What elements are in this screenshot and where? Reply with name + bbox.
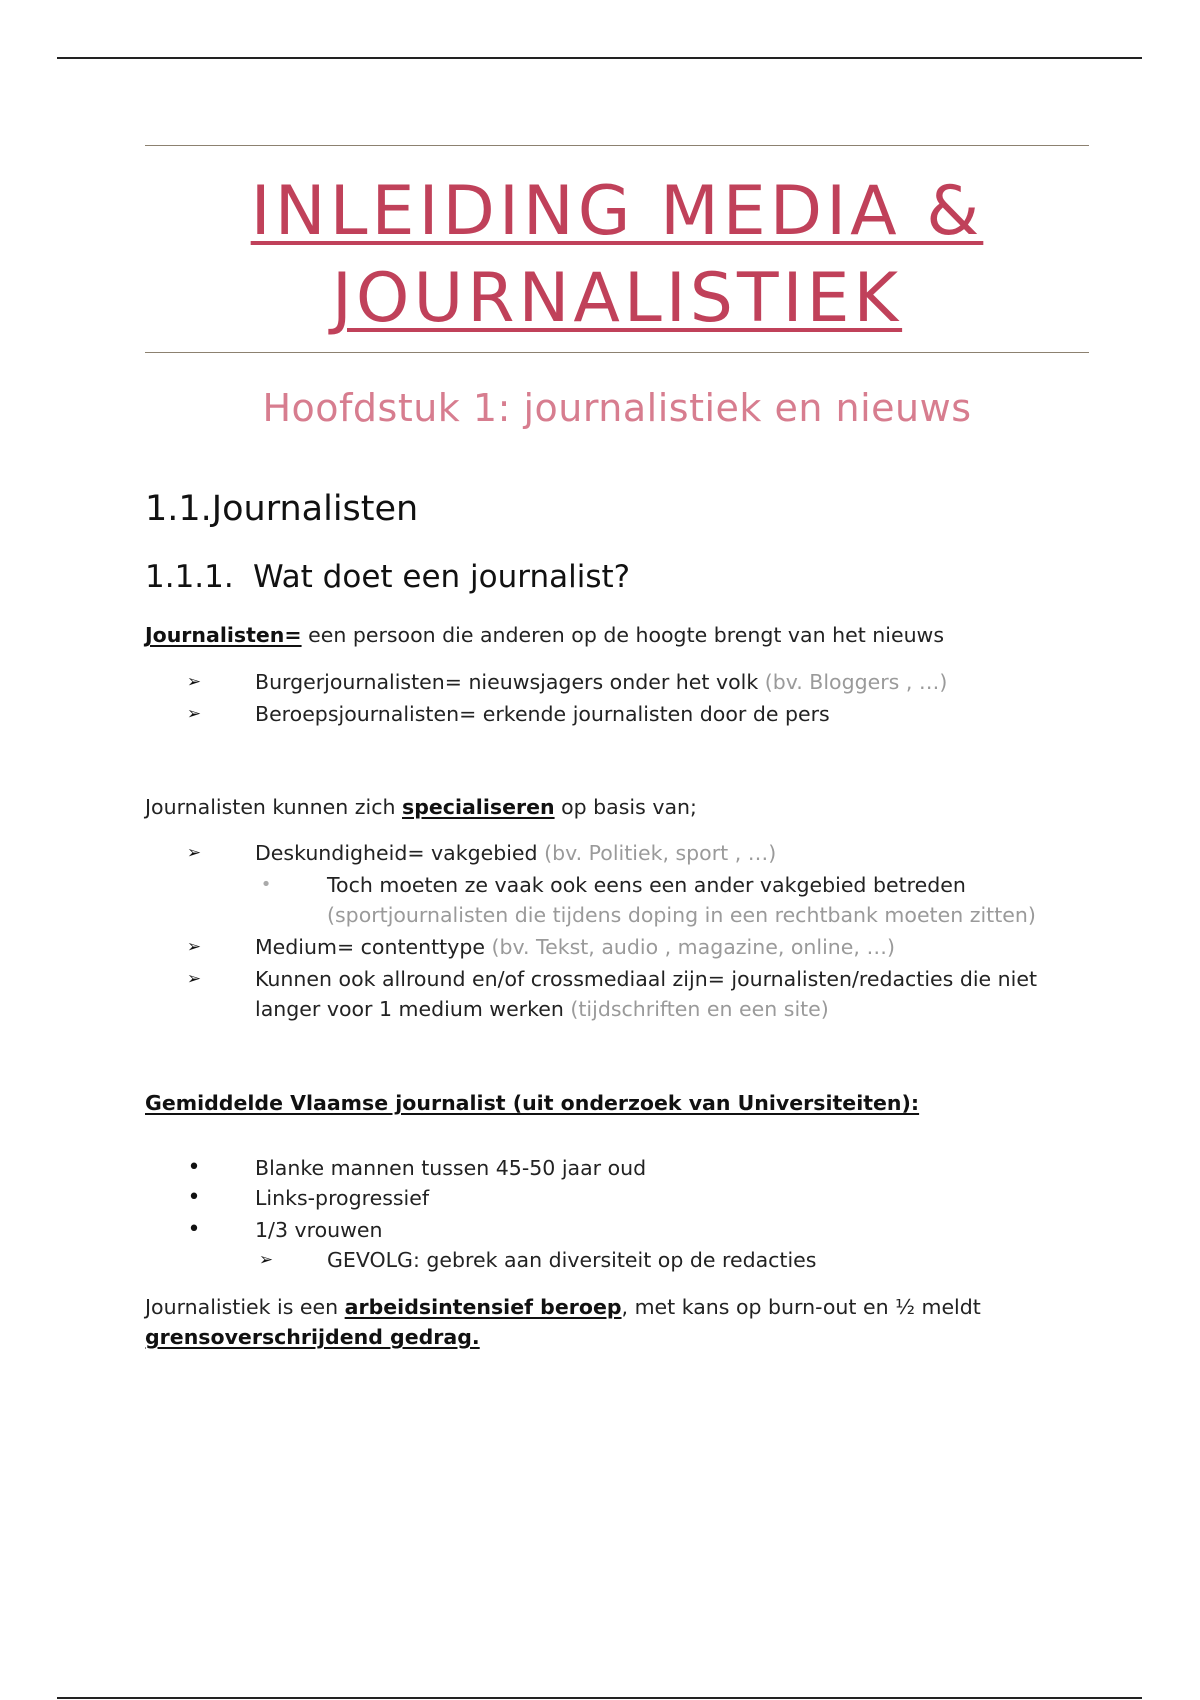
- closing-text-middle: , met kans op burn-out en ½ meldt: [621, 1295, 981, 1319]
- title-box: [145, 145, 1089, 353]
- average-heading: [145, 1088, 919, 1118]
- document-title: [145, 168, 1089, 342]
- list-item-text: Beroepsjournalisten= erkende journalisten door de pers: [255, 702, 830, 726]
- subsection-number: 1.1.1.: [145, 559, 234, 595]
- list-item-note: (bv. Tekst, audio , magazine, online, …): [491, 935, 895, 959]
- bullet-icon: •: [260, 874, 272, 895]
- arrow-bullet-icon: ➢: [186, 672, 202, 692]
- arrow-bullet-icon: ➢: [186, 937, 202, 957]
- page-bottom-rule: [57, 1697, 1142, 1699]
- definition-text: een persoon die anderen op de hoogte brengt van het nieuws: [301, 623, 945, 647]
- arrow-bullet-icon: ➢: [258, 1250, 274, 1270]
- list-item-text: Burgerjournalisten= nieuwsjagers onder het volk: [255, 670, 765, 694]
- bullet-icon: •: [187, 1185, 201, 1210]
- list-item-note: (tijdschriften en een site): [570, 997, 829, 1021]
- list-item-note: (bv. Politiek, sport , …): [544, 841, 777, 865]
- list-item-text: Blanke mannen tussen 45-50 jaar oud: [255, 1156, 647, 1180]
- sub-list-item-text: GEVOLG: gebrek aan diversiteit op de redacties: [327, 1248, 817, 1272]
- sub-list-item-note: (sportjournalisten die tijdens doping in een rechtbank moeten zitten): [327, 903, 1036, 927]
- closing-paragraph: [145, 1292, 981, 1352]
- average-heading-text: Gemiddelde Vlaamse journalist (uit onderzoek van Universiteiten):: [145, 1091, 920, 1115]
- list-item-text: 1/3 vrouwen: [255, 1218, 383, 1242]
- section-heading: 1.1.Journalisten: [145, 489, 419, 529]
- list-item-text: Deskundigheid= vakgebied: [255, 841, 545, 865]
- list-item-text: Medium= contenttype: [255, 935, 492, 959]
- definition-term: Journalisten=: [145, 623, 302, 647]
- sub-list-item-text: Toch moeten ze vaak ook eens een ander vakgebied betreden: [327, 873, 966, 897]
- specialise-text-before: Journalisten kunnen zich: [145, 795, 403, 819]
- subsection-title: Wat doet een journalist?: [253, 559, 631, 595]
- closing-keyword-2: grensoverschrijdend gedrag.: [145, 1325, 480, 1349]
- specialise-text-after: op basis van;: [554, 795, 697, 819]
- subsection-heading: [145, 559, 630, 595]
- arrow-bullet-icon: ➢: [186, 843, 202, 863]
- title-line-1: INLEIDING MEDIA &: [250, 172, 984, 251]
- list-item-text: Links-progressief: [255, 1186, 430, 1210]
- arrow-bullet-icon: ➢: [186, 969, 202, 989]
- arrow-bullet-icon: ➢: [186, 704, 202, 724]
- page-top-rule: [57, 57, 1142, 59]
- title-line-2: JOURNALISTIEK: [331, 259, 903, 338]
- closing-text-before: Journalistiek is een: [145, 1295, 345, 1319]
- bullet-icon: •: [187, 1155, 201, 1180]
- closing-keyword-1: arbeidsintensief beroep: [344, 1295, 622, 1319]
- list-item-note: (bv. Bloggers , …): [764, 670, 948, 694]
- chapter-heading: Hoofdstuk 1: journalistiek en nieuws: [262, 386, 972, 430]
- definition-paragraph: [145, 620, 944, 650]
- list-item-text-cont: langer voor 1 medium werken: [255, 997, 571, 1021]
- specialise-keyword: specialiseren: [402, 795, 555, 819]
- bullet-icon: •: [187, 1217, 201, 1242]
- list-item-text: Kunnen ook allround en/of crossmediaal zijn= journalisten/redacties die niet: [255, 967, 1038, 991]
- specialise-paragraph: [145, 792, 697, 822]
